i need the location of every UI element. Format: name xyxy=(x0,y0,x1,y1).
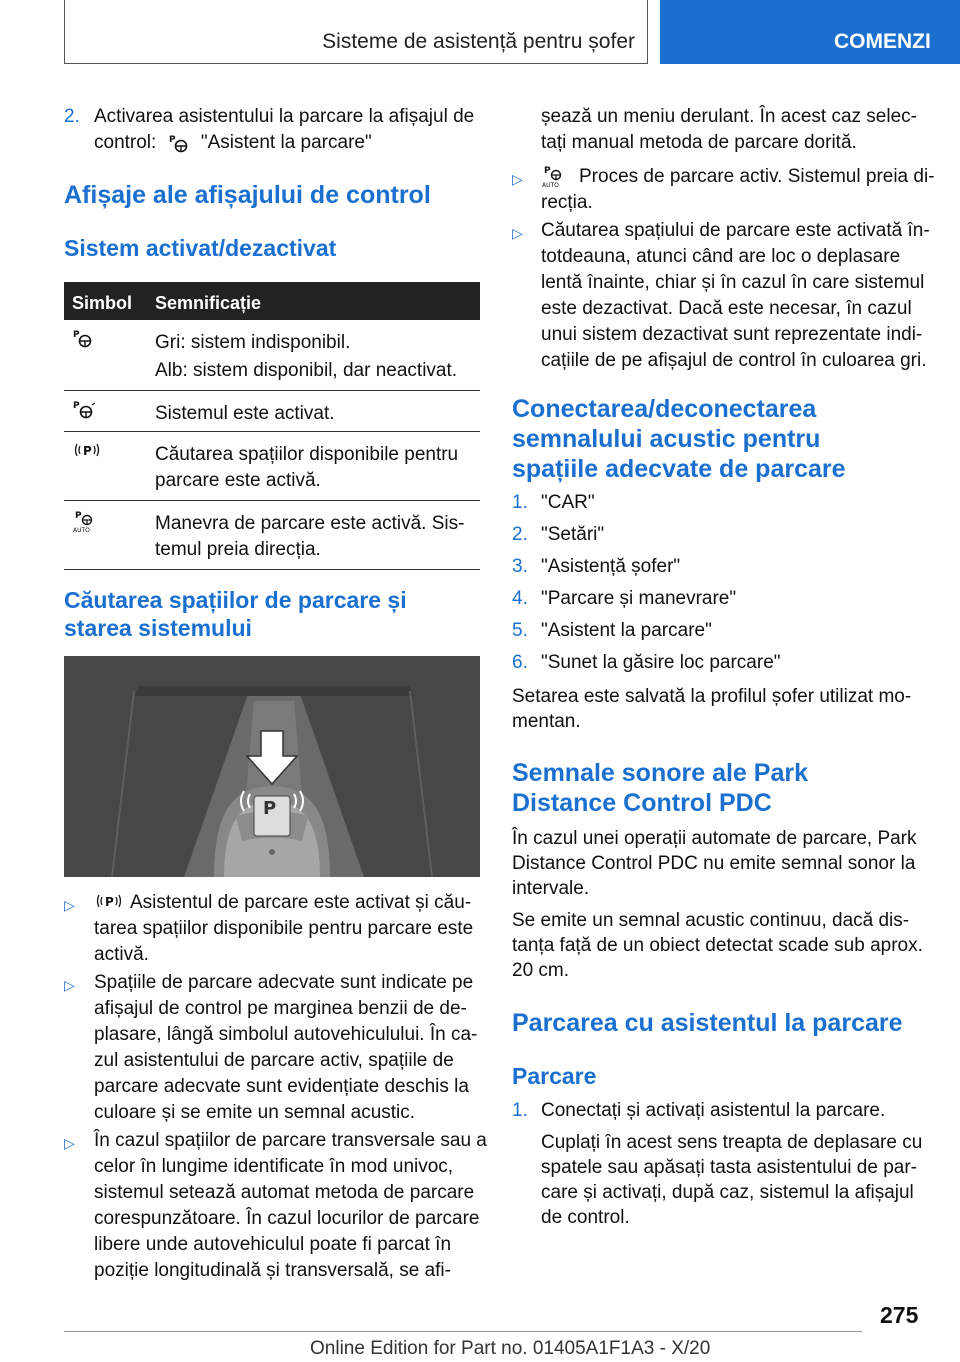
park-auto-icon xyxy=(72,509,98,533)
symbol-table xyxy=(64,282,480,570)
step-2-line2-post: "Asistent la parcare" xyxy=(200,132,372,153)
table-row xyxy=(64,391,480,432)
parking-display-illustration xyxy=(64,656,480,877)
row-text: Gri: sistem indisponibil. xyxy=(155,332,351,353)
parking-search-icon xyxy=(94,890,124,912)
svg-text:P: P xyxy=(544,166,551,176)
heading-cautarea: Căutarea spațiilor de parcare și starea sistemului xyxy=(64,587,407,641)
steps-list xyxy=(512,490,932,682)
pdc-paragraph-2: Se emite un semnal acustic continuu, dacă dis- tanța față de un obiect detectat scade sub aprox. 20 cm. xyxy=(512,910,923,981)
row-text: Manevra de parcare este activă. Sis- xyxy=(155,513,465,534)
col-symbol: Simbol xyxy=(72,293,133,313)
svg-text:P: P xyxy=(83,444,92,458)
park-auto-icon xyxy=(541,164,567,188)
page-number: 275 xyxy=(880,1302,919,1328)
section-title: Sisteme de asistență pentru șofer xyxy=(322,30,635,53)
footer-edition: Online Edition for Part no. 01405A1F1A3 - X/20 xyxy=(310,1338,711,1359)
svg-text:AUTO: AUTO xyxy=(542,182,559,188)
table-row xyxy=(64,320,480,391)
parcare-step-1: 1. Conectați și activați asistentul la parcare. Cuplați în acest sens treapta de deplasare cu spatele sau apăsați tasta asistentului de par- care și activați, după caz, sistemul la afișajul de control. xyxy=(512,1100,923,1228)
row-text: Alb: sistem disponibil, dar neactivat. xyxy=(155,360,458,381)
footer-divider xyxy=(64,1331,862,1332)
setarea-paragraph: Setarea este salvată la profilul șofer utilizat mo- mentan. xyxy=(512,686,912,732)
list-item: 2. "Setări" xyxy=(512,524,605,545)
heading-semnale: Semnale sonore ale Park Distance Control PDC xyxy=(512,759,808,817)
list-item: ▷ Căutarea spațiului de parcare este activată în- totdeauna, atunci când are loc o deplasare lentă înainte, chiar și în cazul în care sistemul este dezactivat. Dacă este necesar, în cazul unui sistem dezactivat sunt reprezentate indi- cațiile de pe afișajul de control în culoarea gri. xyxy=(512,220,930,371)
heading-parcare: Parcare xyxy=(512,1063,597,1089)
triangle-bullet-icon: ▷ xyxy=(512,171,523,187)
tab-comenzi-label: COMENZI xyxy=(834,30,931,53)
step-2-line1: Activarea asistentului la parcare la afișajul de xyxy=(94,106,475,127)
svg-text:P: P xyxy=(75,511,82,521)
list-item: ▷ P AUTO Proces de parcare activ. Sistemul preia di- recția. xyxy=(512,166,935,213)
park-assist-gray-icon xyxy=(72,328,94,348)
triangle-bullet-icon: ▷ xyxy=(64,1135,75,1151)
triangle-bullet-icon: ▷ xyxy=(64,897,75,913)
heading-afisaje: Afișaje ale afișajului de control xyxy=(64,181,431,209)
list-item: 1. "CAR" xyxy=(512,492,595,513)
table-row xyxy=(64,432,480,501)
row-text: Sistemul este activat. xyxy=(155,403,335,424)
heading-sistem: Sistem activat/dezactivat xyxy=(64,235,337,261)
tab-comenzi[interactable] xyxy=(660,0,960,64)
park-assist-icon xyxy=(168,133,190,153)
col-meaning: Semnificație xyxy=(155,293,262,313)
pdc-paragraph-1: În cazul unei operații automate de parcare, Park Distance Control PDC nu emite semnal sonor la intervale. xyxy=(512,828,917,899)
svg-text:P: P xyxy=(73,401,80,411)
list-item: 6. "Sunet la găsire loc parcare" xyxy=(512,652,781,673)
svg-text:AUTO: AUTO xyxy=(73,527,90,533)
row-text: temul preia direcția. xyxy=(155,539,321,560)
list-item: 5. "Asistent la parcare" xyxy=(512,620,712,641)
row-text: Căutarea spațiilor disponibile pentru xyxy=(155,444,459,465)
list-item: ▷ P Asistentul de parcare este activat și cău- tarea spațiilor disponibile pentru parcare este activă. xyxy=(64,892,474,965)
triangle-bullet-icon: ▷ xyxy=(512,225,523,241)
step-number: 2. xyxy=(64,106,80,127)
list-item: ▷ În cazul spațiilor de parcare transversale sau a celor în lungime identificate în mod univoc, sistemul setează automat metoda de parcare corespunzătoare. În cazul locurilor de parcare libere unde autovehiculul poate fi parcat în poziție longitudinală și transversală, se afi- xyxy=(64,1130,487,1281)
list-item: 4. "Parcare și manevrare" xyxy=(512,588,737,609)
triangle-bullet-icon: ▷ xyxy=(64,977,75,993)
table-header xyxy=(64,282,480,320)
svg-text:P: P xyxy=(105,895,114,909)
svg-text:P: P xyxy=(263,798,277,819)
bullet-list-right xyxy=(512,164,942,378)
svg-text:P: P xyxy=(168,134,176,145)
row-text: parcare este activă. xyxy=(155,470,321,491)
step-2-line2-pre: control: xyxy=(94,132,157,153)
table-row xyxy=(64,501,480,570)
heading-parcarea: Parcarea cu asistentul la parcare xyxy=(512,1009,903,1037)
continued-text: șează un meniu derulant. În acest caz selec- tați manual metoda de parcare dorită. xyxy=(541,106,917,153)
heading-conectarea: Conectarea/deconectarea semnalului acustic pentru spațiile adecvate de parcare xyxy=(512,395,846,483)
list-item: 3. "Asistență șofer" xyxy=(512,556,681,577)
svg-text:P: P xyxy=(73,330,80,340)
bullet-list-left xyxy=(64,890,487,1288)
list-item: ▷ Spațiile de parcare adecvate sunt indicate pe afișajul de control pe marginea benzii de de- plasare, lângă simbolul autovehiculului. În ca- zul asistentului de parcare activ, spațiile de parcare adecvate sunt evidențiate deschis la culoare și se emite un semnal acustic. xyxy=(64,972,478,1123)
parking-search-icon xyxy=(72,440,102,460)
park-assist-active-icon xyxy=(72,399,96,419)
